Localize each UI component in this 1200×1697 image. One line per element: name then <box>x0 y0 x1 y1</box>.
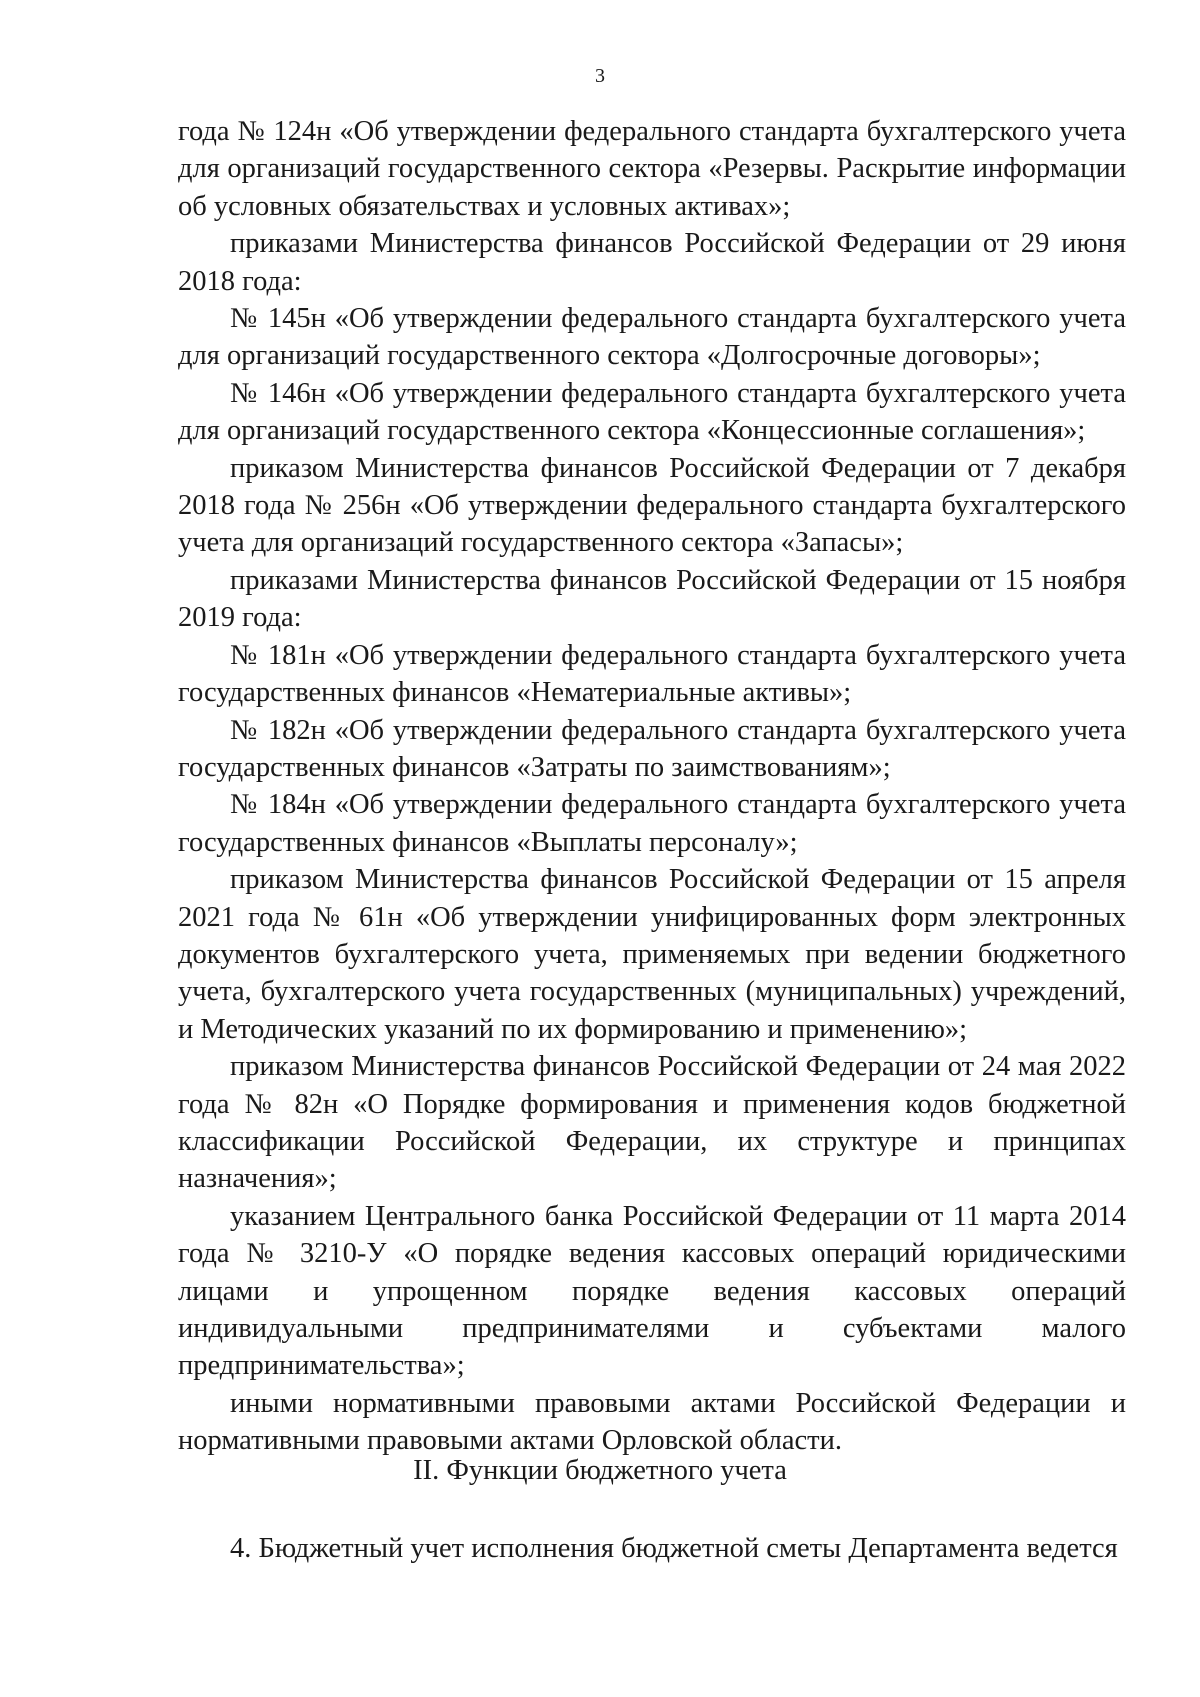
paragraph: № 184н «Об утверждении федерального стандарта бухгалтерского учета государственных финансов «Выплаты персоналу»; <box>178 789 1126 858</box>
paragraph: приказом Министерства финансов Российской Федерации от 24 мая 2022 года № 82н «О Порядке формирования и применения кодов бюджетной классификации Российской Федерации, их структуре и принципах назначения»; <box>178 1051 1126 1195</box>
paragraph: 4. Бюджетный учет исполнения бюджетной сметы Департамента ведется <box>230 1533 1118 1564</box>
paragraph: приказом Министерства финансов Российской Федерации от 7 декабря 2018 года № 256н «Об утверждении федерального стандарта бухгалтерского учета для организаций государственного сектора «Запасы»; <box>178 452 1126 559</box>
paragraph: № 181н «Об утверждении федерального стандарта бухгалтерского учета государственных финансов «Нематериальные активы»; <box>178 639 1126 709</box>
document-body <box>178 113 1126 1460</box>
paragraph: № 182н «Об утверждении федерального стандарта бухгалтерского учета государственных финансов «Затраты по заимствованиям»; <box>178 714 1126 783</box>
paragraph: приказами Министерства финансов Российской Федерации от 15 ноября 2019 года: <box>178 564 1126 634</box>
paragraph: приказом Министерства финансов Российской Федерации от 15 апреля 2021 года № 61н «Об утверждении унифицированных форм электронных документов бухгалтерского учета, применяемых при ведении бюджетного учета, бухгалтерского учета государственных (муниципальных) учреждений, и Методических указаний по их формированию и применению»; <box>178 864 1126 1045</box>
paragraph: приказами Министерства финансов Российской Федерации от 29 июня 2018 года: <box>178 228 1126 297</box>
section-heading: II. Функции бюджетного учета <box>413 1455 787 1486</box>
page-number: 3 <box>595 65 605 87</box>
paragraph: указанием Центрального банка Российской Федерации от 11 марта 2014 года № 3210-У «О порядке ведения кассовых операций юридическими лицами и упрощенном порядке ведения кассовых операций индивидуальными предпринимателями и субъектами малого предпринимательства»; <box>178 1200 1126 1382</box>
paragraph: № 146н «Об утверждении федерального стандарта бухгалтерского учета для организаций государственного сектора «Концессионные соглашения»; <box>178 377 1126 447</box>
paragraph: года № 124н «Об утверждении федерального стандарта бухгалтерского учета для организаций государственного сектора «Резервы. Раскрытие информации об условных обязательствах и условных активах»; <box>178 116 1126 222</box>
paragraph: иными нормативными правовыми актами Российской Федерации и нормативными правовыми актами Орловской области. <box>178 1387 1126 1457</box>
paragraph: № 145н «Об утверждении федерального стандарта бухгалтерского учета для организаций государственного сектора «Долгосрочные договоры»; <box>178 303 1126 372</box>
